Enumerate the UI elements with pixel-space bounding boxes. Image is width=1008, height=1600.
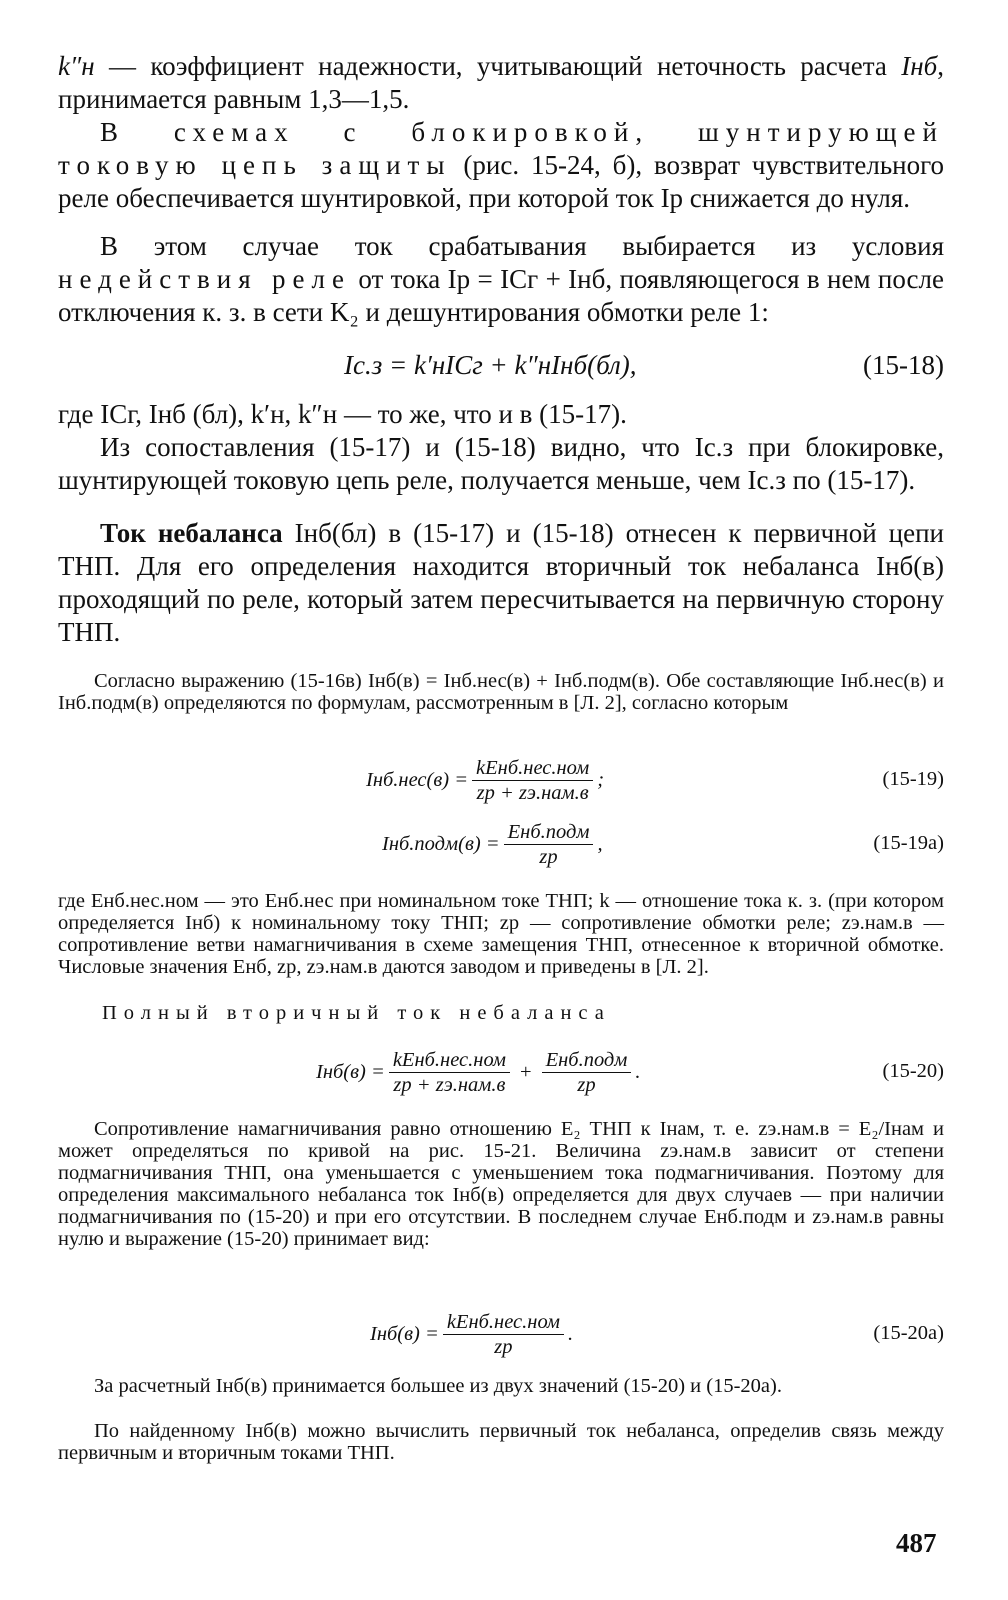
paragraph-primary-current: По найденному Iнб(в) можно вычислить первичный ток небаланса, определив связь между первичным и вторичным токами ТНП.	[58, 1420, 944, 1464]
paragraph-unbalance-current	[58, 517, 944, 649]
paragraph-text: (рис. 15-24, б), возврат чувствительного реле обеспечивается шунтировкой, при которой ток Iр снижается до нуля.	[58, 150, 944, 213]
paragraph-where-definitions: где Eнб.нес.ном — это Eнб.нес при номинальном токе ТНП; k — отношение тока к. з. (при котором определяется Iнб) к номинальному току ТНП; zр — сопротивление обмотки реле; zэ.нам.в — сопротивление ветви намагничивания в схеме замещения ТНП, отнесенное к вторичной обмотке. Числовые значения Eнб, zр, zэ.нам.в даются заводом и приведены в [Л. 2].	[58, 890, 944, 978]
fraction-denominator: zр + zэ.нам.в	[476, 781, 589, 804]
equation-punctuation: ;	[597, 769, 605, 791]
paragraph-text: , принимается равным 1,3—1,5.	[58, 51, 944, 114]
equation-15-20a	[58, 1306, 944, 1362]
current-symbol: Iнб	[901, 51, 938, 81]
equation-15-19	[58, 752, 944, 808]
equation-number: (15-19)	[882, 768, 944, 790]
paragraph-text: Iнб(бл) в (15-17) и (15-18) отнесен к первичной цепи ТНП. Для его определения находится вторичный ток небаланса Iнб(в) проходящий по реле, который затем пересчитывается на первичную сторону ТНП.	[58, 518, 944, 647]
equation-body	[382, 816, 603, 872]
equation-15-19a	[58, 816, 944, 872]
paragraph-magnetizing-resistance: Сопротивление намагничивания равно отношению E₂ ТНП к Iнам, т. е. zэ.нам.в = E₂/Iнам и может определяться по кривой на рис. 15-21. Величина zэ.нам.в зависит от степени подмагничивания ТНП, она уменьшается с уменьшением тока подмагничивания. Поэтому для определения максимального небаланса ток Iнб(в) определяется для двух случаев — при наличии подмагничивания по (15-20) и при его отсутствии. В последнем случае Eнб.подм и zэ.нам.в равны нулю и выражение (15-20) принимает вид:	[58, 1118, 944, 1250]
coefficient-symbol: k″н	[58, 51, 95, 81]
equation-lhs: Iнб(в) =	[370, 1323, 439, 1345]
equation-punctuation: .	[635, 1061, 641, 1083]
fraction-numerator: kEнб.нес.ном	[472, 757, 593, 781]
paragraph-where-same: где IСг, Iнб (бл), k′н, k″н — то же, что и в (15-17).	[58, 399, 627, 429]
fraction-denominator: zр + zэ.нам.в	[393, 1073, 506, 1096]
equation-number: (15-18)	[863, 350, 944, 380]
fraction-numerator: Eнб.подм	[542, 1049, 632, 1073]
paragraph-text: В этом случае ток срабатывания выбирается из условия	[100, 231, 944, 261]
paragraph-text: от тока Iр = IСг + Iнб, появляющегося в нем после отключения к. з. в сети K₂ и дешунтирования обмотки реле 1:	[58, 264, 944, 327]
fraction	[504, 821, 594, 868]
spaced-emphasis: В схемах с блокировкой, шунтирующей токовую цепь защиты	[58, 117, 944, 180]
paragraph-comparison: Из сопоставления (15-17) и (15-18) видно, что Iс.з при блокировке, шунтирующей токовую цепь реле, получается меньше, чем Iс.з по (15-17).	[58, 432, 944, 495]
equation-body	[316, 1044, 641, 1100]
equation-lhs: Iнб.нес(в) =	[366, 769, 469, 791]
fraction-numerator: kEнб.нес.ном	[389, 1049, 510, 1073]
equation-number: (15-20)	[882, 1060, 944, 1082]
paragraph-according-to-expression: Согласно выражению (15-16в) Iнб(в) = Iнб.нес(в) + Iнб.подм(в). Обе составляющие Iнб.нес(в) и Iнб.подм(в) определяются по формулам, рассмотренным в [Л. 2], согласно которым	[58, 670, 944, 714]
fraction-numerator: Eнб.подм	[504, 821, 594, 845]
equation-lhs: Iнб.подм(в) =	[382, 833, 500, 855]
plus-sign: +	[520, 1061, 532, 1083]
paragraph-reliability-coefficient	[58, 50, 944, 116]
paragraph-calculated-value: За расчетный Iнб(в) принимается большее из двух значений (15-20) и (15-20а).	[94, 1375, 782, 1397]
equation-15-20	[58, 1044, 944, 1100]
fraction-numerator: kEнб.нес.ном	[443, 1311, 564, 1335]
fraction	[542, 1049, 632, 1096]
equation-number: (15-20а)	[873, 1322, 944, 1344]
paragraph-blocking-scheme	[58, 116, 944, 215]
equation-punctuation: .	[568, 1323, 574, 1345]
page-number: 487	[896, 1528, 937, 1558]
equation-number: (15-19а)	[873, 832, 944, 854]
paragraph-pickup-current	[58, 230, 944, 329]
paragraph-text: — коэффициент надежности, учитывающий неточность расчета	[94, 51, 902, 81]
spaced-emphasis: недействия реле	[58, 264, 351, 294]
equation-lhs: Iнб(в) =	[316, 1061, 385, 1083]
equation-15-18	[58, 349, 944, 383]
fraction-denominator: zр	[539, 845, 558, 868]
fraction	[443, 1311, 564, 1358]
equation-body	[370, 1306, 573, 1362]
equation-body	[366, 752, 604, 808]
paragraph-full-secondary-current: Полный вторичный ток небаланса	[102, 1002, 611, 1024]
bold-term: Ток небаланса	[100, 518, 283, 548]
fraction-denominator: zр	[577, 1073, 596, 1096]
fraction-denominator: zр	[494, 1335, 513, 1358]
fraction	[389, 1049, 510, 1096]
equation-body: Iс.з = k′нIСг + k″нIнб(бл),	[344, 350, 637, 380]
equation-punctuation: ,	[597, 833, 603, 855]
fraction	[472, 757, 593, 804]
